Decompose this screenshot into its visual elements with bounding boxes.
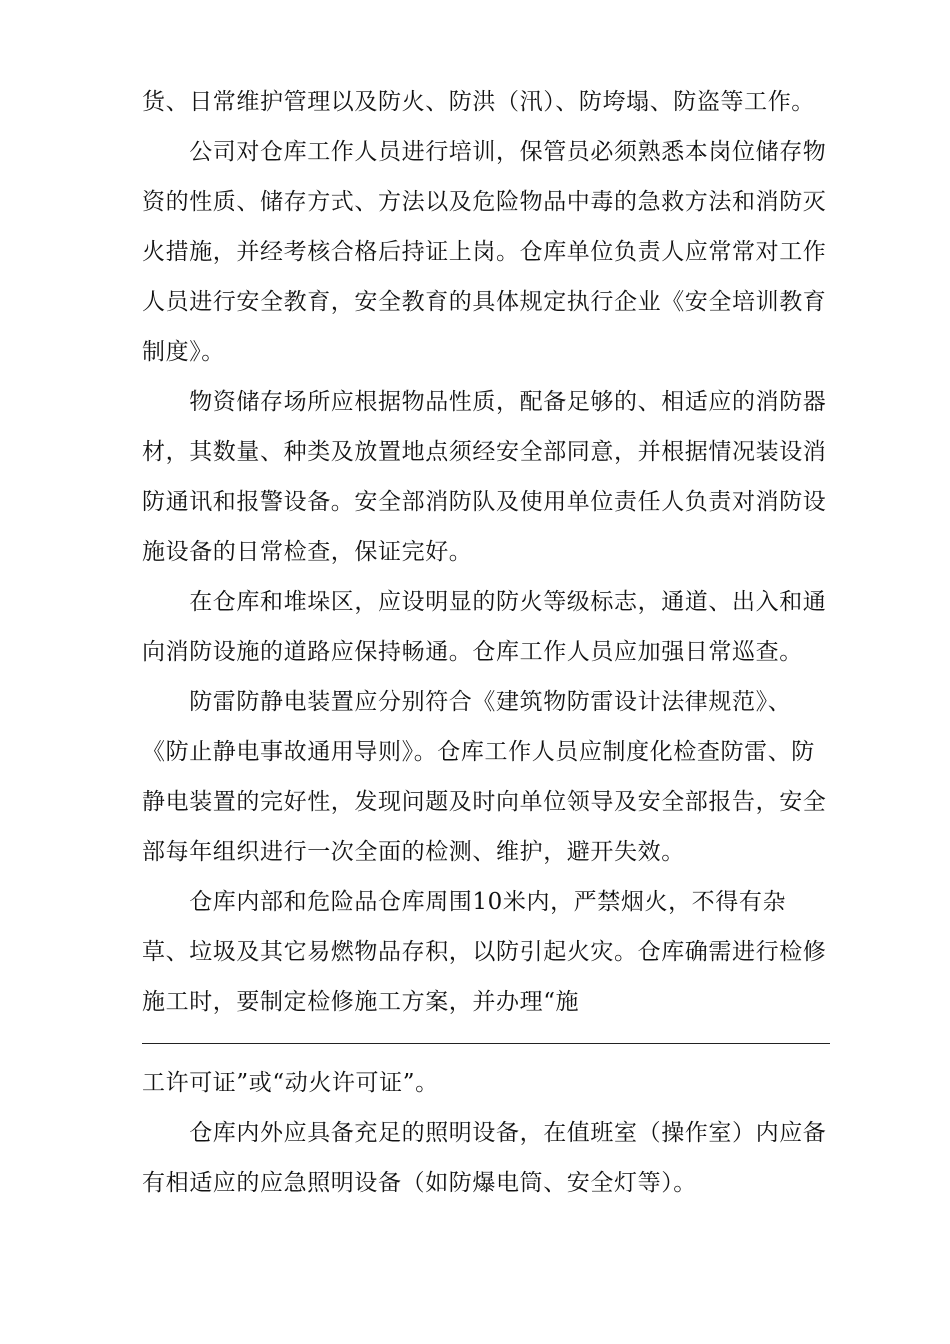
page-divider (142, 1043, 830, 1044)
text-line: 货、日常维护管理以及防火、防洪（汛）、防垮塌、防盗等工作。 (142, 89, 815, 115)
text-line: 公司对仓库工作人员进行培训，保管员必须熟悉本岗位储存物 (142, 139, 827, 165)
text-line: 《防止静电事故通用导则》。仓库工作人员应制度化检查防雷、防 (142, 739, 815, 765)
text-line: 静电装置的完好性，发现问题及时向单位领导及安全部报告，安全 (142, 789, 827, 815)
text-line: 仓库内部和危险品仓库周围10米内，严禁烟火，不得有杂 (142, 889, 787, 915)
document-body-upper (142, 77, 830, 1027)
text-line: 有相适应的应急照明设备（如防爆电筒、安全灯等）。 (142, 1170, 697, 1196)
text-line: 施设备的日常检查，保证完好。 (142, 539, 473, 565)
text-line: 仓库内外应具备充足的照明设备，在值班室（操作室）内应备 (142, 1120, 827, 1146)
text-line: 向消防设施的道路应保持畅通。仓库工作人员应加强日常巡查。 (142, 639, 803, 665)
text-line: 火措施，并经考核合格后持证上岗。仓库单位负责人应常常对工作 (142, 239, 827, 265)
text-line: 物资储存场所应根据物品性质，配备足够的、相适应的消防器 (142, 389, 827, 415)
text-line: 工许可证”或“动火许可证”。 (142, 1070, 439, 1096)
text-line: 制度》。 (142, 339, 225, 365)
text-line: 施工时，要制定检修施工方案，并办理“施 (142, 989, 580, 1015)
text-line: 防通讯和报警设备。安全部消防队及使用单位责任人负责对消防设 (142, 489, 827, 515)
text-line: 材，其数量、种类及放置地点须经安全部同意，并根据情况装设消 (142, 439, 827, 465)
text-line: 防雷防静电装置应分别符合《建筑物防雷设计法律规范》、 (142, 689, 792, 715)
text-line: 草、垃圾及其它易燃物品存积，以防引起火灾。仓库确需进行检修 (142, 939, 827, 965)
text-line: 资的性质、储存方式、方法以及危险物品中毒的急救方法和消防灭 (142, 189, 827, 215)
text-line: 部每年组织进行一次全面的检测、维护，避开失效。 (142, 839, 685, 865)
text-line: 人员进行安全教育，安全教育的具体规定执行企业《安全培训教育 (142, 289, 827, 315)
text-line: 在仓库和堆垛区，应设明显的防火等级标志，通道、出入和通 (142, 589, 827, 615)
document-body-lower (142, 1058, 830, 1208)
